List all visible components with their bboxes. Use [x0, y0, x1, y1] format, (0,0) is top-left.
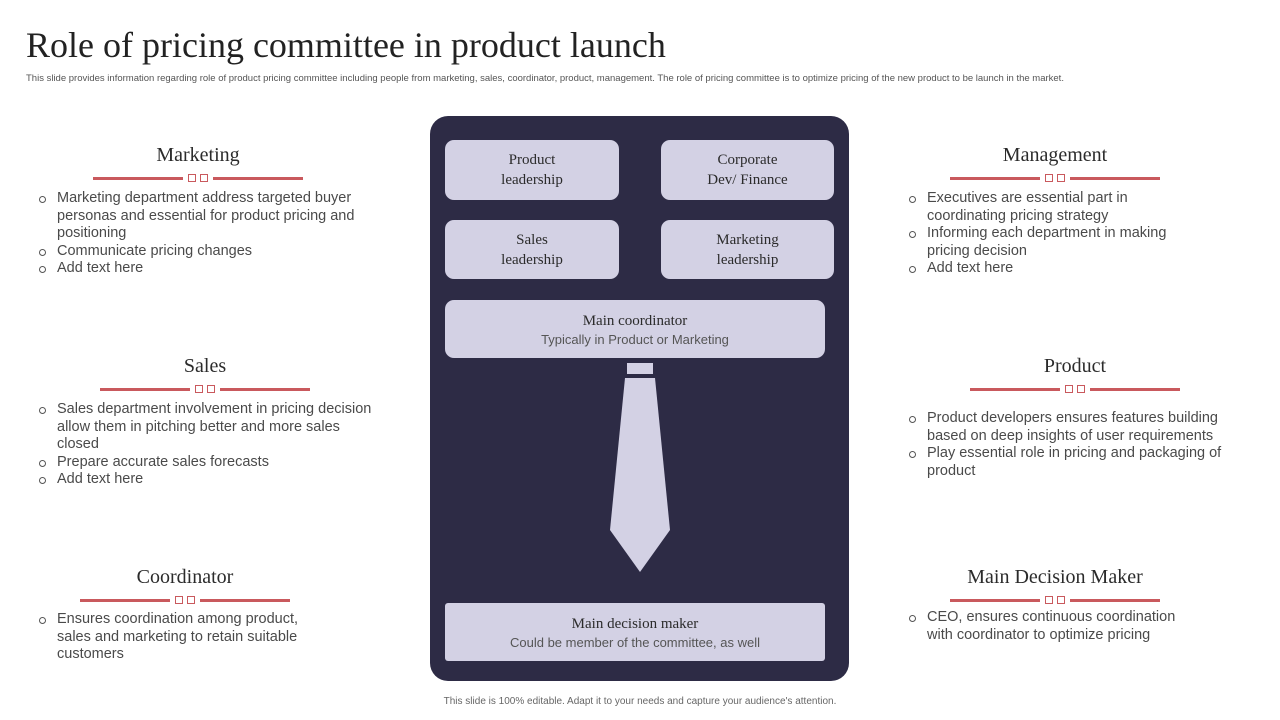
bullet-circle-icon: [39, 266, 46, 273]
decision-maker-heading: [950, 566, 1160, 606]
product-bullets: [909, 410, 1239, 480]
main-decision-maker-box: [445, 603, 825, 661]
decision-maker-title: Main Decision Maker: [967, 566, 1143, 588]
product-title: Product: [1043, 355, 1107, 377]
footer-note: This slide is 100% editable. Adapt it to your needs and capture your audience's attention.: [443, 696, 837, 707]
main-coordinator-title: Main coordinator: [582, 312, 688, 329]
marketing-divider: [93, 172, 303, 184]
tie-icon: [600, 360, 680, 580]
sales-heading: [100, 355, 310, 395]
management-heading: [950, 144, 1160, 184]
management-divider: [950, 172, 1160, 184]
corporate-finance-box: [661, 140, 834, 200]
bullet-circle-icon: [39, 249, 46, 256]
product-heading: [970, 355, 1180, 395]
bullet-circle-icon: [909, 196, 916, 203]
product-leadership-box: [445, 140, 619, 200]
bullet-circle-icon: [39, 477, 46, 484]
management-title: Management: [1002, 144, 1108, 166]
bullet-circle-icon: [39, 407, 46, 414]
bullet-circle-icon: [909, 266, 916, 273]
list-item: Executives are essential part in coordinating pricing strategy: [909, 190, 1189, 225]
list-item: Marketing department address targeted buyer personas and essential for product pricing and positioning: [39, 190, 369, 243]
sales-bullets: [39, 401, 379, 489]
sales-title: Sales: [183, 355, 227, 377]
main-coordinator-box: [445, 300, 825, 358]
list-item: Prepare accurate sales forecasts: [39, 454, 379, 472]
main-coordinator-subtitle: Typically in Product or Marketing: [541, 331, 729, 347]
decision-maker-divider: [950, 594, 1160, 606]
decision-maker-bullets: [909, 609, 1199, 644]
list-item: Add text here: [39, 260, 369, 278]
sales-leadership-label: Sales leadership: [501, 231, 563, 268]
coordinator-bullets: [39, 611, 309, 664]
bullet-circle-icon: [909, 615, 916, 622]
management-bullets: [909, 190, 1189, 278]
marketing-heading: [93, 144, 303, 184]
list-item: Informing each department in making pricing decision: [909, 225, 1189, 260]
bullet-circle-icon: [39, 196, 46, 203]
page-subtitle: This slide provides information regarding role of product pricing committee including people from marketing, sales, coordinator, product, management. The role of pricing committee is to optimize pricing of the new product to be launch in the market.: [26, 73, 1064, 84]
bullet-circle-icon: [909, 451, 916, 458]
marketing-leadership-box: [661, 220, 834, 279]
product-divider: [970, 383, 1180, 395]
list-item: Ensures coordination among product, sales and marketing to retain suitable customers: [39, 611, 309, 664]
product-leadership-label: Product leadership: [501, 152, 563, 188]
coordinator-title: Coordinator: [136, 566, 234, 588]
main-decision-maker-title: Main decision maker: [571, 615, 699, 632]
list-item: Sales department involvement in pricing decision allow them in pitching better and more sales closed: [39, 401, 379, 454]
coordinator-heading: [80, 566, 290, 606]
bullet-circle-icon: [909, 231, 916, 238]
bullet-circle-icon: [39, 617, 46, 624]
main-decision-maker-subtitle: Could be member of the committee, as well: [510, 634, 760, 650]
sales-divider: [100, 383, 310, 395]
list-item: Add text here: [909, 260, 1189, 278]
list-item: CEO, ensures continuous coordination with coordinator to optimize pricing: [909, 609, 1199, 644]
list-item: Play essential role in pricing and packaging of product: [909, 445, 1239, 480]
bullet-circle-icon: [39, 460, 46, 467]
list-item: Communicate pricing changes: [39, 243, 369, 261]
sales-leadership-box: [445, 220, 619, 279]
page-title: Role of pricing committee in product launch: [26, 25, 666, 65]
coordinator-divider: [80, 594, 290, 606]
list-item: Product developers ensures features building based on deep insights of user requirements: [909, 410, 1239, 445]
marketing-title: Marketing: [156, 144, 240, 166]
corporate-finance-label: Corporate Dev/ Finance: [707, 152, 788, 188]
list-item: Add text here: [39, 471, 379, 489]
bullet-circle-icon: [909, 416, 916, 423]
marketing-bullets: [39, 190, 369, 278]
marketing-leadership-label: Marketing leadership: [716, 231, 779, 268]
